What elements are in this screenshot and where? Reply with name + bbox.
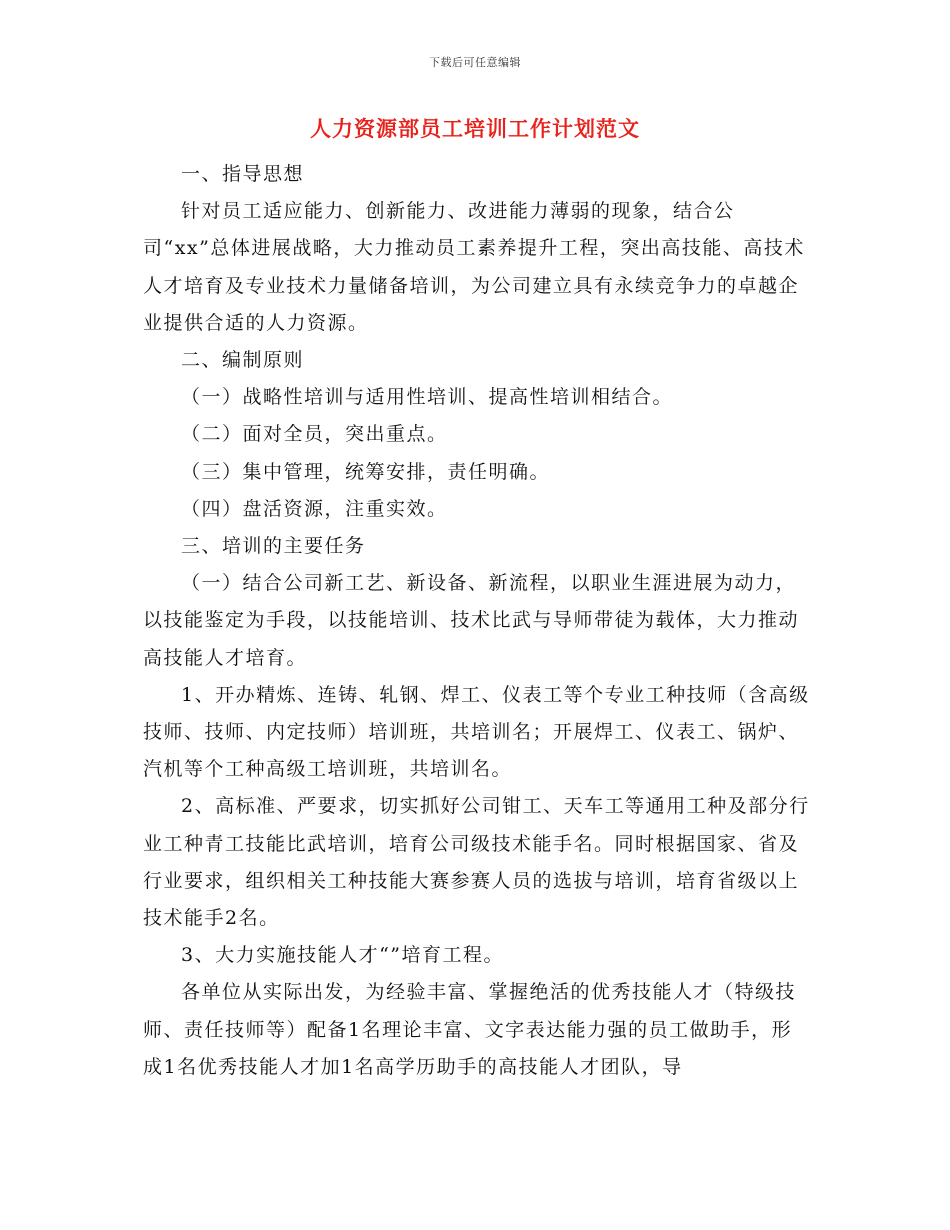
principle-item-3: （三）集中管理，统筹安排，责任明确。	[181, 460, 551, 483]
document-title: 人力资源部员工培训工作计划范文	[310, 116, 640, 141]
section-heading-principles: 二、编制原则	[181, 349, 305, 372]
principle-item-4: （四）盘活资源，注重实效。	[181, 497, 448, 520]
principle-item-1: （一）战略性培训与适用性培训、提高性培训相结合。	[181, 386, 674, 409]
task-paragraph-1: （一）结合公司新工艺、新设备、新流程，以职业生涯进展为动力，以技能鉴定为手段，以技能培训、技术比武与导师带徒为载体，大力推动高技能人才培育。	[143, 572, 800, 669]
paragraph-guiding-ideology: 针对员工适应能力、创新能力、改进能力薄弱的现象，结合公司“xx”总体进展战略，大力推动员工素养提升工程，突出高技能、高技术人才培育及专业技术力量储备培训，为公司建立具有永续竞争力的卓越企业提供合适的人力资源。	[143, 200, 805, 334]
section-heading-guiding-ideology: 一、指导思想	[181, 163, 305, 185]
task-item-3: 3、大力实施技能人才“”培育工程。	[181, 944, 505, 967]
principle-item-2: （二）面对全员，突出重点。	[181, 423, 448, 446]
header-note: 下载后可任意编辑	[429, 56, 521, 69]
task-item-2: 2、高标准、严要求，切实抓好公司钳工、天车工等通用工种及部分行业工种青工技能比武培训，培育公司级技术能手名。同时根据国家、省及行业要求，组织相关工种技能大赛参赛人员的选拔与培训，培育省级以上技术能手2名。	[143, 795, 810, 930]
section-heading-main-tasks: 三、培训的主要任务	[181, 535, 366, 558]
task-paragraph-units: 各单位从实际出发，为经验丰富、掌握绝活的优秀技能人才（特级技师、责任技师等）配备1名理论丰富、文字表达能力强的员工做助手，形成1名优秀技能人才加1名高学历助手的高技能人才团队，导	[143, 981, 797, 1078]
document-body	[143, 156, 811, 1086]
task-item-1: 1、开办精炼、连铸、轧钢、焊工、仪表工等个专业工种技师（含高级技师、技师、内定技师）培训班，共培训名；开展焊工、仪表工、锅炉、汽机等个工种高级工培训班，共培训名。	[143, 683, 810, 781]
